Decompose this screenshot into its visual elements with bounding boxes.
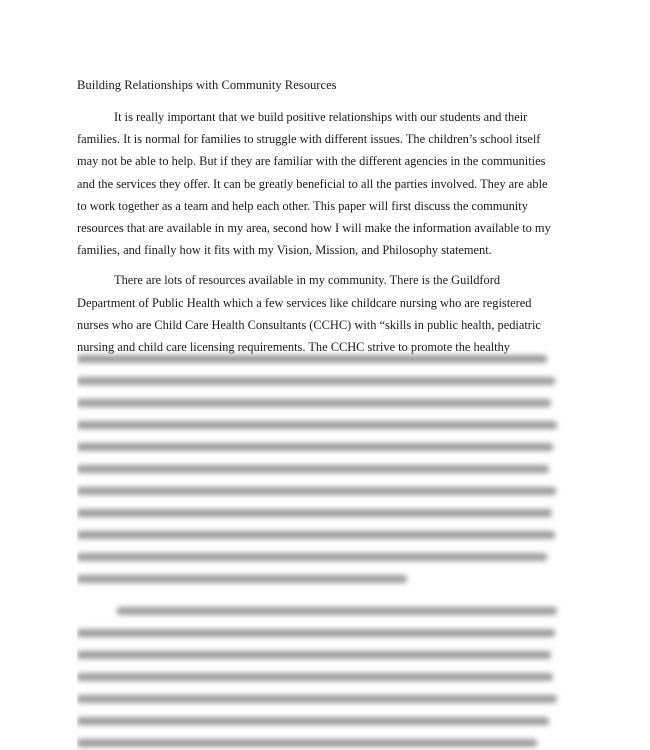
blurred-text-lines [77,345,577,750]
text-line: nurses who are Child Care Health Consultants (CCHC) with “skills in public health, pediatric [77,317,541,332]
paragraph-intro [77,106,577,261]
document-body [77,75,577,358]
text-line: and the services they offer. It can be greatly beneficial to all the parties involved. They are able [77,176,548,191]
text-line: may not be able to help. But if they are familiar with the different agencies in the communities [77,154,546,169]
text-line: Department of Public Health which a few services like childcare nursing who are registered [77,295,532,310]
document-title: Building Relationships with Community Resources [77,78,337,92]
blurred-preview-overlay [77,345,577,750]
text-line: to work together as a team and help each other. This paper will first discuss the community [77,198,528,213]
text-line: There are lots of resources available in my community. There is the Guildford [114,273,501,288]
text-line: resources that are available in my area, second how I will make the information available to my [77,221,551,236]
text-line: families, and finally how it fits with my Vision, Mission, and Philosophy statement. [77,243,492,258]
text-line: nursing and child care licensing requirements. The CCHC strive to promote the healthy [77,340,510,355]
text-line: families. It is normal for families to struggle with different issues. The children’s school itself [77,132,541,147]
text-line: It is really important that we build positive relationships with our students and their [114,110,528,124]
